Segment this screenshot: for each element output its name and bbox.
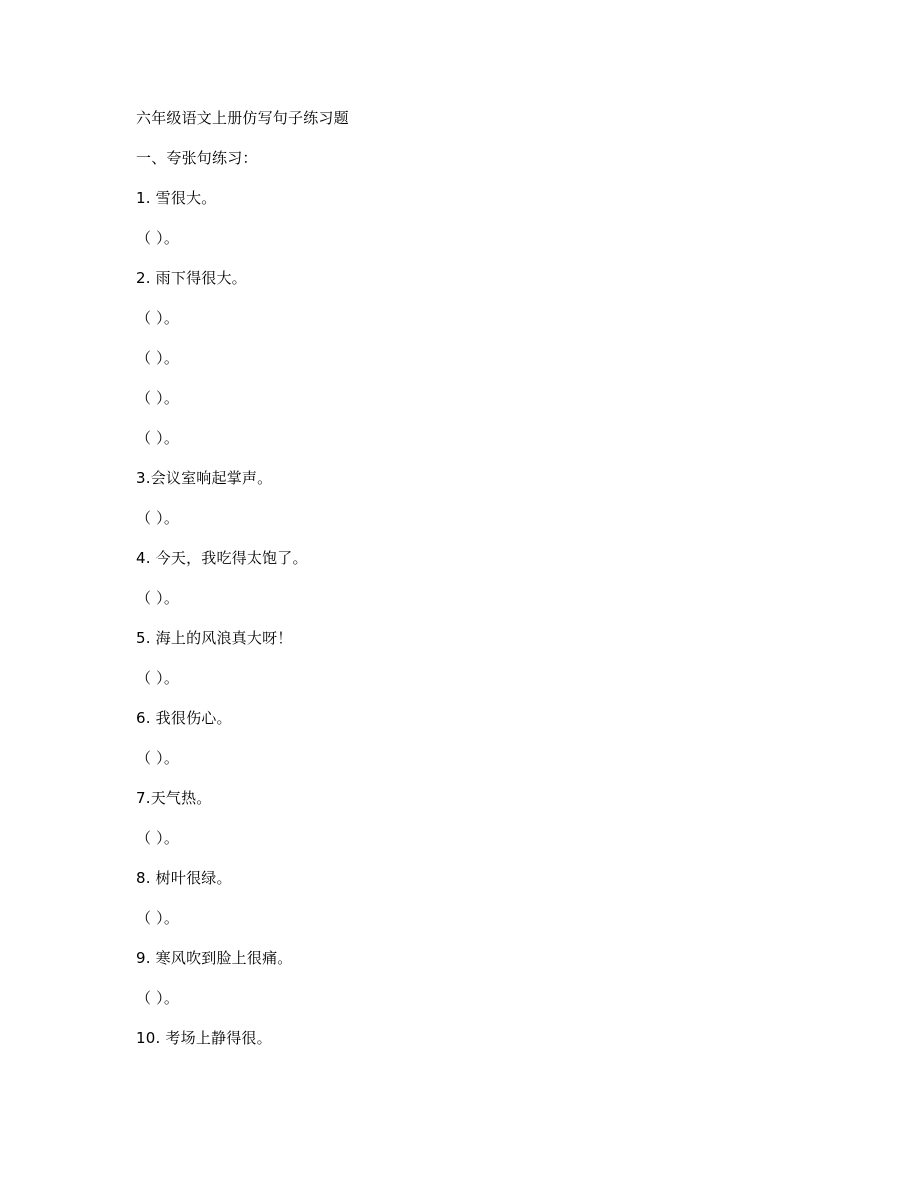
answer-blank: （ ）。 (136, 749, 180, 767)
answer-blank: （ ）。 (136, 309, 180, 327)
question-10: 10. 考场上静得很。 (136, 1029, 272, 1047)
question-4: 4. 今天，我吃得太饱了。 (136, 549, 308, 567)
section-heading: 一、夸张句练习： (136, 149, 258, 167)
question-5: 5. 海上的风浪真大呀！ (136, 629, 293, 647)
question-9: 9. 寒风吹到脸上很痛。 (136, 949, 293, 967)
question-3: 3.会议室响起掌声。 (136, 469, 273, 487)
answer-blank: （ ）。 (136, 909, 180, 927)
answer-blank: （ ）。 (136, 589, 180, 607)
answer-blank: （ ）。 (136, 989, 180, 1007)
answer-blank: （ ）。 (136, 349, 180, 367)
question-2: 2. 雨下得很大。 (136, 269, 247, 287)
answer-blank: （ ）。 (136, 429, 180, 447)
question-1: 1. 雪很大。 (136, 189, 217, 207)
question-8: 8. 树叶很绿。 (136, 869, 232, 887)
answer-blank: （ ）。 (136, 829, 180, 847)
document-content (136, 106, 796, 1066)
answer-blank: （ ）。 (136, 229, 180, 247)
answer-blank: （ ）。 (136, 509, 180, 527)
answer-blank: （ ）。 (136, 669, 180, 687)
answer-blank: （ ）。 (136, 389, 180, 407)
question-7: 7.天气热。 (136, 789, 212, 807)
document-title: 六年级语文上册仿写句子练习题 (136, 109, 349, 127)
question-6: 6. 我很伤心。 (136, 709, 232, 727)
